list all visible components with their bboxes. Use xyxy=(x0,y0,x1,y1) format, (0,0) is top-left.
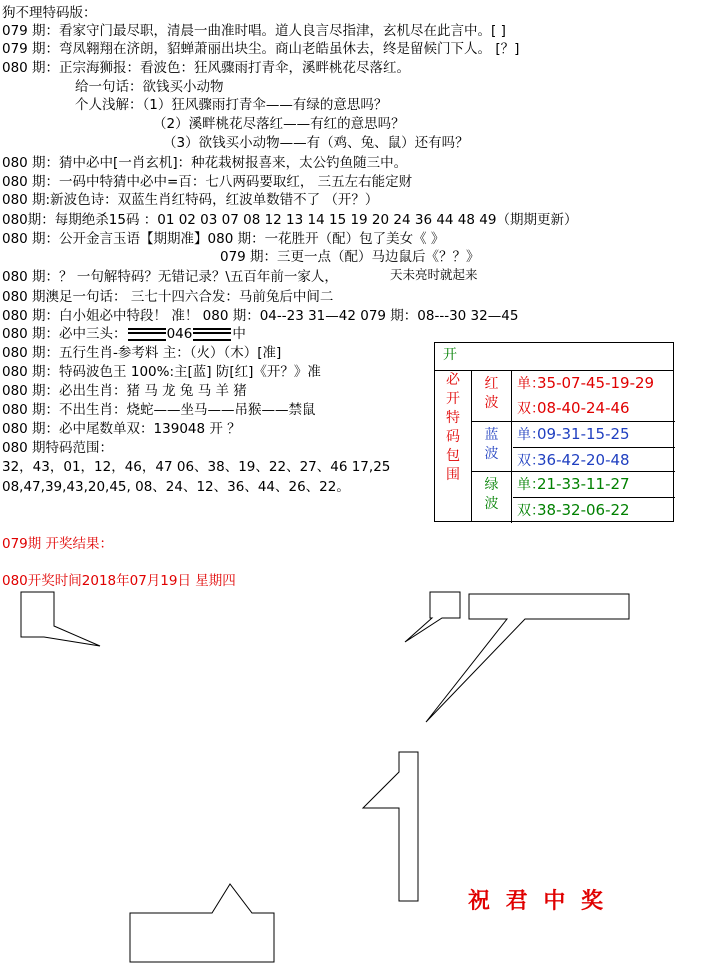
text-line: 080 期：正宗海狮报：看波色：狂风骤雨打青伞，溪畔桃花尽落红。 xyxy=(2,60,411,76)
text-line: 080 期：一码中特猜中必中=百：七八两码要取红， 三五左右能定财 xyxy=(2,174,413,190)
one-shape xyxy=(363,752,418,901)
label-char: 波 xyxy=(484,496,499,512)
row-value: 08-40-24-46 xyxy=(537,399,630,417)
text-line: 079 期：弯凤翱翔在济朗，貂蝉萧丽出块尘。商山老皓虽休去，终是留候门下人。 [？] xyxy=(2,41,520,57)
side-char: 必 xyxy=(446,372,460,388)
table-row xyxy=(513,396,675,421)
text-line: 给一句话：欲钱买小动物 xyxy=(75,79,224,95)
side-char: 开 xyxy=(446,391,460,407)
row-value: 36-42-20-48 xyxy=(537,451,630,469)
text-line: 32，43，01，12，46，47 06、38、19、22、27、46 17,25 xyxy=(2,459,391,475)
row-value: 38-32-06-22 xyxy=(537,501,630,519)
side-char: 包 xyxy=(446,448,460,464)
text-segment: 中 xyxy=(232,326,246,342)
row-value: 21-33-11-27 xyxy=(537,475,630,493)
row-value: 09-31-15-25 xyxy=(537,425,630,443)
label-char: 绿 xyxy=(484,477,499,493)
table-row xyxy=(513,497,675,523)
row-value: 35-07-45-19-29 xyxy=(537,374,655,392)
text-line: 080 期：白小姐必中特段！ 准！ 080 期：04--23 31—42 079 期：08---30 32—45 xyxy=(2,308,519,324)
speech-bubble-bottom xyxy=(130,884,274,962)
bars-icon xyxy=(193,328,231,341)
speech-bubble-square xyxy=(405,592,460,642)
label-char: 红 xyxy=(484,376,499,392)
text-line: 080 期：特码波色王 100%:主[蓝] 防[红]《开？》准 xyxy=(2,364,321,380)
row-key: 双： xyxy=(517,503,545,519)
text-line xyxy=(2,325,246,343)
text-line: 080 期：必中尾数单双：139048 开 ？ xyxy=(2,421,241,437)
speech-bubble-wide xyxy=(426,594,629,722)
wave-color-table xyxy=(434,342,674,522)
text-line: 天未亮时就起来 xyxy=(390,267,478,282)
result-label: 079期 开奖结果： xyxy=(2,536,114,552)
text-line: 080 期：必出生肖：猪 马 龙 兔 马 羊 猪 xyxy=(2,383,247,399)
good-luck-text: 祝 君 中 奖 xyxy=(468,888,607,914)
text-line: （3）欲钱买小动物——有（鸡、兔、鼠）还有吗？ xyxy=(163,135,469,151)
text-line: 080 期：？ 一句解特码？无错记录？\五百年前一家人， xyxy=(2,269,338,285)
group-label xyxy=(472,371,512,421)
table-row xyxy=(513,447,675,473)
table-side-label xyxy=(435,371,472,521)
text-line: 080 期：公开金言玉语【期期准】080 期：一花胜开（配）包了美女《 》 xyxy=(2,231,445,247)
side-char: 特 xyxy=(446,410,460,426)
row-key: 双： xyxy=(517,453,545,469)
text-line: 080 期：五行生肖-参考料 主：（火）（木）[准] xyxy=(2,345,282,361)
row-key: 单： xyxy=(517,376,545,392)
text-line: 080期：每期绝杀15码 ：01 02 03 07 08 12 13 14 15 19 20 24 36 44 48 49（期期更新） xyxy=(2,212,578,228)
text-line: 个人浅解：（1）狂风骤雨打青伞——有绿的意思吗？ xyxy=(75,97,388,113)
draw-date: 080开奖时间2018年07月19日 星期四 xyxy=(2,573,236,589)
text-line: 08,47,39,43,20,45, 08、24、12、36、44、26、22。 xyxy=(2,479,350,495)
group-label xyxy=(472,472,512,523)
blue-wave-group xyxy=(472,421,675,472)
bars-icon xyxy=(128,328,166,341)
label-char: 波 xyxy=(484,395,499,411)
text-line: 080 期：不出生肖：烧蛇——坐马——吊猴——禁鼠 xyxy=(2,402,316,418)
page-title: 狗不理特码版： xyxy=(2,5,97,21)
text-line: 080 期:新波色诗：双蓝生肖红特码，红波单数错不了 （开？） xyxy=(2,192,379,208)
text-line: （2）溪畔桃花尽落红——有红的意思吗？ xyxy=(153,116,405,132)
speech-bubble-small xyxy=(21,592,100,646)
side-char: 码 xyxy=(446,429,460,445)
text-line: 080 期特码范围： xyxy=(2,440,114,456)
row-key: 单： xyxy=(517,427,545,443)
green-wave-group xyxy=(472,471,675,523)
table-row xyxy=(513,472,675,497)
text-line: 079 期：看家守门最尽职，清晨一曲准时唱。道人良言尽指津，玄机尽在此言中。[ ] xyxy=(2,23,506,39)
text-segment: 046 xyxy=(166,326,193,342)
group-label xyxy=(472,422,512,472)
label-char: 蓝 xyxy=(484,427,499,443)
text-line: 080 期：猜中必中[一肖玄机]：种花栽树报喜来，太公钓鱼随三中。 xyxy=(2,155,408,171)
text-line: 079 期：三更一点（配）马边鼠后《？？》 xyxy=(220,249,480,265)
side-char: 围 xyxy=(446,467,460,483)
table-row xyxy=(513,422,675,447)
table-row xyxy=(513,371,675,396)
red-wave-group xyxy=(472,371,675,421)
text-line: 080 期澳足一句话： 三七十四六合发：马前兔后中间二 xyxy=(2,289,334,305)
label-char: 波 xyxy=(484,446,499,462)
row-key: 双： xyxy=(517,401,545,417)
text-segment: 080 期：必中三头： xyxy=(2,326,127,342)
row-key: 单： xyxy=(517,477,545,493)
table-header: 开 xyxy=(435,343,673,371)
